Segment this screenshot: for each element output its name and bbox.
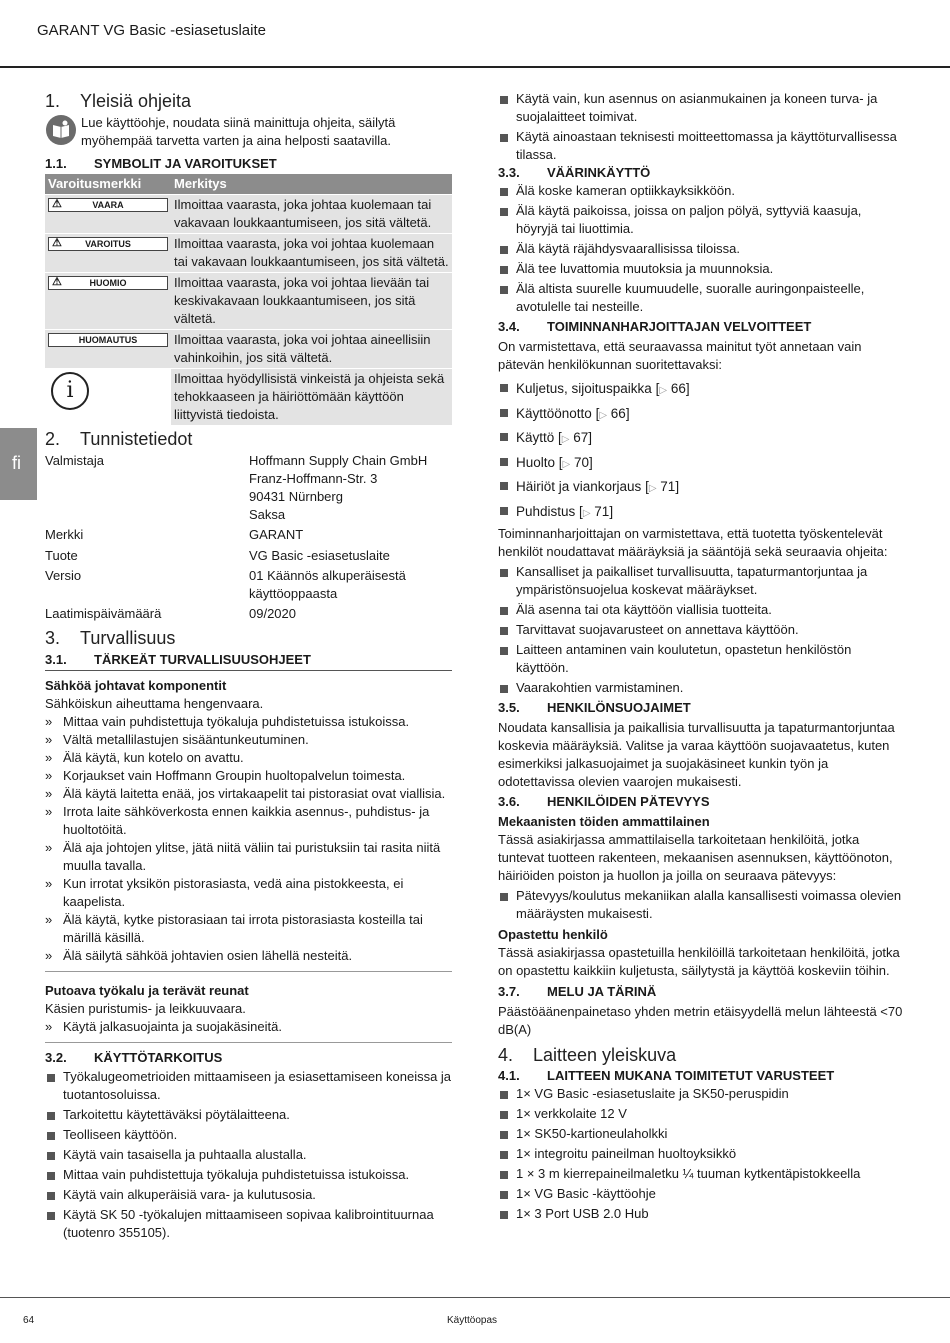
footer-document-title: Käyttöopas <box>447 1315 498 1326</box>
list-item: Huolto [▷ 70] <box>498 452 906 477</box>
warning-triangle-icon: ⚠ <box>52 276 62 288</box>
page-number: 64 <box>23 1315 35 1326</box>
list-item: Älä altista suurelle kuumuudelle, suoralle auringonpaisteelle, avotulelle tai nesteille. <box>498 280 906 316</box>
section-3-7-heading: 3.7. MELU JA TÄRINÄ <box>498 984 657 999</box>
table-row <box>45 369 452 426</box>
instructed-person-title: Opastettu henkilö <box>498 927 608 942</box>
table-cell-meaning: Ilmoittaa vaarasta, joka voi johtaa lievään tai keskivakavaan loukkaantumiseen, jos sitä vältetä. <box>171 273 452 330</box>
id-row-version: Versio 01 Käännös alkuperäisestä käyttöoppaasta <box>45 568 406 601</box>
list-item: Älä tee luvattomia muutoksia ja muunnoksia. <box>498 260 906 278</box>
page-ref-arrow-icon: ▷ <box>659 385 668 396</box>
page-ref-arrow-icon: ▷ <box>562 458 571 470</box>
id-row-date: Laatimispäivämäärä 09/2020 <box>45 606 296 621</box>
noise-text: Päästöäänenpainetaso yhden metrin etäisyydellä melun lähteestä <70 dB(A) <box>498 1004 903 1037</box>
language-tab <box>0 428 37 500</box>
footer-rule <box>0 1297 950 1298</box>
table-cell-meaning: Ilmoittaa vaarasta, joka voi johtaa kuolemaan tai vakavaan loukkaantumiseen, jos sitä vältetä. <box>171 234 452 273</box>
list-item: » Älä käytä, kytke pistorasiaan tai irrota pistorasiasta kosteilla tai märillä käsillä. <box>45 911 452 947</box>
list-item: Käytä vain, kun asennus on asianmukainen ja koneen turva- ja suojalaitteet toimivat. <box>498 90 906 126</box>
list-item: Älä koske kameran optiikkayksikköön. <box>498 182 906 200</box>
list-item: » Älä käytä, kun kotelo on avattu. <box>45 749 452 767</box>
falling-tool-block <box>45 982 452 1043</box>
warning-table <box>45 174 452 425</box>
page-ref-arrow-icon: ▷ <box>599 409 608 421</box>
list-item: Käytä vain alkuperäisiä vara- ja kulutusosia. <box>45 1186 452 1204</box>
warning-triangle-icon: ⚠ <box>52 198 62 210</box>
section-3-6-heading: 3.6. HENKILÖIDEN PÄTEVYYS <box>498 794 710 809</box>
list-item: 1 × 3 m kierrepaineilmaletku ¼ tuuman kytkentäpistokkeella <box>498 1165 906 1183</box>
list-item: Teolliseen käyttöön. <box>45 1126 452 1144</box>
section-4-heading: 4. Laitteen yleiskuva <box>498 1045 677 1065</box>
identification-list <box>45 452 452 623</box>
list-item: » Mittaa vain puhdistettuja työkaluja puhdistetuissa istukoissa. <box>45 713 452 731</box>
table-row <box>45 195 452 234</box>
section-3-5-heading: 3.5. HENKILÖNSUOJAIMET <box>498 700 691 715</box>
operator-tasks-list <box>498 378 906 525</box>
list-item: 1× integroitu paineilman huoltoyksikkö <box>498 1145 906 1163</box>
id-row-brand: Merkki GARANT <box>45 527 304 542</box>
list-item: Työkalugeometrioiden mittaamiseen ja esiasettamiseen koneissa ja tuotantosoluissa. <box>45 1068 452 1104</box>
mechanical-specialist-title: Mekaanisten töiden ammattilainen <box>498 814 710 829</box>
list-item: Tarvittavat suojavarusteet on annettava käyttöön. <box>498 621 906 639</box>
instructed-person-text: Tässä asiakirjassa opastetuilla henkilöillä tarkoitetaan henkilöitä, jotka on opastettu kaikkiin kuljetusta, säilytystä ja käyttöä koskeviin töihin. <box>498 945 900 978</box>
table-cell-meaning: Ilmoittaa vaarasta, joka johtaa kuolemaan tai vakavaan loukkaantumiseen, jos sitä vältetä. <box>171 195 452 234</box>
left-column <box>45 90 452 1242</box>
header-title: GARANT VG Basic -esiasetuslaite <box>37 22 266 39</box>
intro-text: Lue käyttöohje, noudata siinä mainittuja ohjeita, säilytä myöhempää tarvetta varten ja aina helposti saatavilla. <box>81 115 396 148</box>
list-item: Älä käytä paikoissa, joissa on paljon pölyä, syttyviä kaasuja, höyryjä tai liuottimia. <box>498 202 906 238</box>
section-3-1-heading: 3.1. TÄRKEÄT TURVALLISUUSOHJEET <box>45 651 452 671</box>
list-item: » Irrota laite sähköverkosta ennen kaikkia asennus-, puhdistus- ja huoltotöitä. <box>45 803 452 839</box>
table-header-meaning: Merkitys <box>171 174 452 195</box>
id-row-product: Tuote VG Basic -esiasetuslaite <box>45 548 390 563</box>
electrical-hazard-title: Sähköä johtavat komponentit <box>45 678 227 693</box>
operator-intro-2: Toiminnanharjoittajan on varmistettava, että tuotetta työskentelevät henkilöt noudattavat määräyksiä ja sääntöjä sekä seuraavia ohjeita: <box>498 526 888 559</box>
page-ref-arrow-icon: ▷ <box>648 483 657 494</box>
list-item: » Käytä jalkasuojainta ja suojakäsineitä. <box>45 1018 452 1036</box>
section-1-1-heading: 1.1. SYMBOLIT JA VAROITUKSET <box>45 156 277 171</box>
section-3-4-heading: 3.4. TOIMINNANHARJOITTAJAN VELVOITTEET <box>498 319 812 334</box>
table-row <box>45 330 452 369</box>
scope-of-delivery-list <box>498 1085 906 1223</box>
list-item: Häiriöt ja viankorjaus [▷ 71] <box>498 476 906 501</box>
section-3-2-heading: 3.2. KÄYTTÖTARKOITUS <box>45 1050 223 1065</box>
list-item: 1× VG Basic -esiasetuslaite ja SK50-peruspidin <box>498 1085 906 1103</box>
page-ref-arrow-icon: ▷ <box>561 434 570 445</box>
list-item: » Älä käytä laitetta enää, jos virtakaapelit tai pistorasiat ovat viallisia. <box>45 785 452 803</box>
header-rule <box>0 66 950 68</box>
falling-tool-intro: Käsien puristumis- ja leikkuuvaara. <box>45 1001 246 1016</box>
list-item: 1× VG Basic -käyttöohje <box>498 1185 906 1203</box>
intended-use-list-continued <box>498 90 906 164</box>
mechanical-specialist-list <box>498 887 906 923</box>
list-item: Laitteen antaminen vain koulutetun, opastetun henkilöstön käyttöön. <box>498 641 906 677</box>
operator-rules-list <box>498 563 906 697</box>
list-item: 1× verkkolaite 12 V <box>498 1105 906 1123</box>
list-item: » Kun irrotat yksikön pistorasiasta, vedä aina pistokkeesta, ei kaapelista. <box>45 875 452 911</box>
list-item: » Älä aja johtojen ylitse, jätä niitä väliin tai puristuksiin tai rasita niitä muulla tavalla. <box>45 839 452 875</box>
list-item: Puhdistus [▷ 71] <box>498 501 906 526</box>
right-column <box>498 90 906 1223</box>
list-item: 1× SK50-kartioneulaholkki <box>498 1125 906 1143</box>
list-item: Käytä vain tasaisella ja puhtaalla alustalla. <box>45 1146 452 1164</box>
electrical-hazard-list <box>45 713 452 965</box>
list-item: Tarkoitettu käytettäväksi pöytälaitteena. <box>45 1106 452 1124</box>
operator-intro: On varmistettava, että seuraavassa mainitut työt annetaan vain pätevän henkilökunnan suoritettavaksi: <box>498 339 862 372</box>
falling-tool-list <box>45 1018 452 1036</box>
section-4-1-heading: 4.1. LAITTEEN MUKANA TOIMITETUT VARUSTEET <box>498 1068 835 1083</box>
intended-use-list <box>45 1068 452 1242</box>
list-item: Vaarakohtien varmistaminen. <box>498 679 906 697</box>
page-ref-arrow-icon: ▷ <box>582 507 591 519</box>
table-row <box>45 234 452 273</box>
language-tab-label: fi <box>12 453 21 473</box>
id-row-manufacturer: Valmistaja Hoffmann Supply Chain GmbH Franz-Hoffmann-Str. 3 90431 Nürnberg Saksa <box>45 453 428 522</box>
signal-word-caution: ⚠ HUOMIO <box>48 276 168 290</box>
list-item: » Korjaukset vain Hoffmann Groupin huoltopalvelun toimesta. <box>45 767 452 785</box>
list-item: Mittaa vain puhdistettuja työkaluja puhdistetuissa istukoissa. <box>45 1166 452 1184</box>
list-item: Käyttö [▷ 67] <box>498 427 906 452</box>
electrical-hazard-intro: Sähköiskun aiheuttama hengenvaara. <box>45 696 264 711</box>
list-item: Käyttöönotto [▷ 66] <box>498 403 906 428</box>
list-item: Käytä ainoastaan teknisesti moitteettomassa ja käyttöturvallisessa tilassa. <box>498 128 906 164</box>
table-cell-meaning: Ilmoittaa hyödyllisistä vinkeistä ja ohjeista sekä tehokkaaseen ja häiriöttömään käyttöön liittyvistä tiedoista. <box>171 369 452 426</box>
list-item: » Älä säilytä sähköä johtavien osien lähellä nesteitä. <box>45 947 452 965</box>
list-item: Käytä SK 50 -työkalujen mittaamiseen sopivaa kalibrointituurnaa (tuotenro 355105). <box>45 1206 452 1242</box>
table-cell-meaning: Ilmoittaa vaarasta, joka voi johtaa aineellisiin vahinkoihin, jos sitä vältetä. <box>171 330 452 369</box>
list-item: Älä asenna tai ota käyttöön viallisia tuotteita. <box>498 601 906 619</box>
intro-block <box>45 114 452 150</box>
warning-triangle-icon: ⚠ <box>52 237 62 249</box>
signal-word-warning: ⚠ VAROITUS <box>48 237 168 251</box>
ppe-text: Noudata kansallisia ja paikallisia turvallisuutta ja tapaturmantorjuntaa koskevia määräyksiä. Valitse ja varaa käyttöön suojavaatetus, kuten esimerkiksi jalkasuojaimet ja suojakäsineet kunkin työn ja odotettavissa olevien vaarojen mukaisesti. <box>498 720 895 789</box>
table-header-sign: Varoitusmerkki <box>45 174 171 195</box>
section-2-heading: 2. Tunnistetiedot <box>45 429 193 449</box>
info-icon: i <box>51 372 89 410</box>
list-item: Älä käytä räjähdysvaarallisissa tiloissa. <box>498 240 906 258</box>
list-item: » Vältä metallilastujen sisääntunkeutuminen. <box>45 731 452 749</box>
read-manual-icon <box>45 114 77 146</box>
list-item: Kuljetus, sijoituspaikka [▷ 66] <box>498 378 906 403</box>
electrical-hazard-block <box>45 677 452 972</box>
section-1-heading: 1. Yleisiä ohjeita <box>45 91 192 111</box>
section-3-heading: 3. Turvallisuus <box>45 628 176 648</box>
falling-tool-title: Putoava työkalu ja terävät reunat <box>45 983 249 998</box>
mechanical-specialist-text: Tässä asiakirjassa ammattilaisella tarkoitetaan henkilöitä, jotka tuntevat tuotteen rakenteen, mekaanisen asennuksen, käyttöönoton, häiriöiden poiston ja huollon ja joilla on seuraava pätevyys: <box>498 832 893 883</box>
signal-word-notice: HUOMAUTUS <box>48 333 168 347</box>
list-item: Kansalliset ja paikalliset turvallisuutta, tapaturmantorjuntaa ja ympäristönsuojelua koskevat määräykset. <box>498 563 906 599</box>
misuse-list <box>498 182 906 316</box>
list-item: Pätevyys/koulutus mekaniikan alalla kansallisesti voimassa olevien määräysten mukaisesti. <box>498 887 906 923</box>
list-item: 1× 3 Port USB 2.0 Hub <box>498 1205 906 1223</box>
table-row <box>45 273 452 330</box>
section-3-3-heading: 3.3. VÄÄRINKÄYTTÖ <box>498 165 651 180</box>
signal-word-danger: ⚠ VAARA <box>48 198 168 212</box>
